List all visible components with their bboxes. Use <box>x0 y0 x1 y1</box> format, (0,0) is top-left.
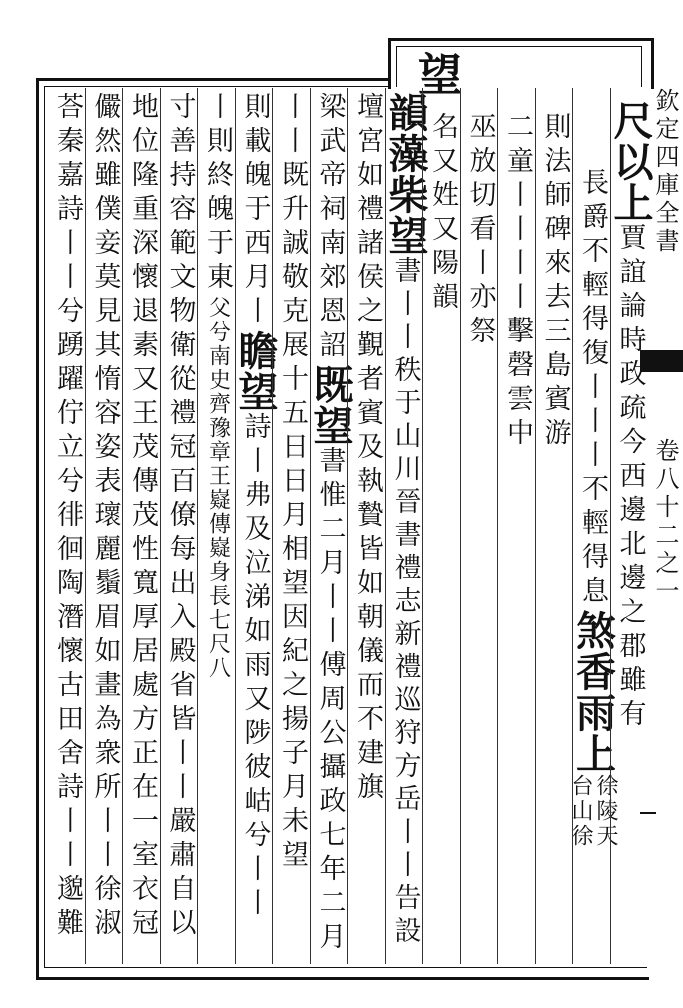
body-text: 丨則終魄于東 <box>202 92 233 296</box>
column-rule <box>385 88 386 964</box>
entry-heading: 瞻望 <box>232 330 279 412</box>
body-text: 則載魄于西月丨 <box>239 92 271 330</box>
column-rule <box>497 88 498 964</box>
library-title: 欽定四庫全書 <box>651 88 679 256</box>
body-text: 十五日日月相望因紀之揚子月未望 <box>277 364 308 874</box>
column-rule <box>347 88 348 964</box>
volume-label: 卷八十二之一 <box>651 438 679 606</box>
column-rule <box>85 88 86 964</box>
column-rule <box>160 88 161 964</box>
column-rule <box>535 88 536 964</box>
note-line: 徐陵天 <box>593 774 618 849</box>
column-rule <box>235 88 236 964</box>
body-text: 書惟二月丨丨傅周公攝政七年二月 <box>314 446 346 956</box>
body-text: 儼然雖僕妾莫見其惰容姿表瓌麗鬚眉如畫為衆所丨丨徐淑 <box>89 92 121 942</box>
body-text: 長爵不輕得復丨丨丨不輕得息 <box>577 168 608 610</box>
column-rule <box>122 88 123 964</box>
body-text: 則法師碑來去三島賓游 <box>539 112 571 452</box>
column-rule <box>610 88 611 964</box>
body-text: 荅秦嘉詩丨丨兮踴躍佇立兮徘徊陶潛懷古田舍詩丨丨邈難 <box>52 92 83 942</box>
column-rule <box>310 88 311 964</box>
column-rule <box>272 88 273 964</box>
body-text: 地位隆重深懷退素又王茂傳茂性寬厚居處方正在一室衣冠 <box>127 92 158 942</box>
text-column <box>41 92 95 942</box>
body-text: 賈誼論時政疏今西邊北邊之郡雖有 <box>614 223 646 733</box>
body-text: 壇宮如禮諸侯之覲者賓及執贄皆如朝儀而不建旗 <box>352 92 383 806</box>
body-text: 詩丨弗及泣涕如雨又陟彼岵兮丨丨 <box>239 412 271 922</box>
small-text: 父兮南史齊豫章王嶷傳嶷身長七尺八 <box>205 296 231 680</box>
note-line: 台山徐 <box>568 774 593 849</box>
body-text: 名又姓又陽韻 <box>427 112 458 316</box>
entry-heading: 韻藻柴望 <box>382 92 429 256</box>
entry-heading: 尺以上 <box>607 100 654 223</box>
body-text: 寸善持容範文物衛從禮冠百僚每出入殿省皆丨丨嚴肅自以 <box>164 92 196 942</box>
head-character: 望 <box>418 50 462 101</box>
column-rule <box>460 88 461 964</box>
margin-divider <box>640 812 656 814</box>
entry-heading: 煞香雨上 <box>569 610 617 774</box>
body-text: 梁武帝祠南郊恩詔 <box>314 92 346 364</box>
body-text: 書丨丨秩于山川晉書禮志新禮巡狩方岳丨丨告設 <box>389 256 421 949</box>
body-text: 丨丨既升誠敬克展 <box>277 92 308 364</box>
body-text: 二童丨丨丨丨擊磬雲中 <box>502 112 533 452</box>
body-text: 巫放切看丨亦祭 <box>464 112 496 350</box>
column-rule <box>572 88 573 964</box>
column-rule <box>197 88 198 964</box>
entry-heading: 既望 <box>307 364 354 446</box>
column-rule <box>422 88 423 964</box>
